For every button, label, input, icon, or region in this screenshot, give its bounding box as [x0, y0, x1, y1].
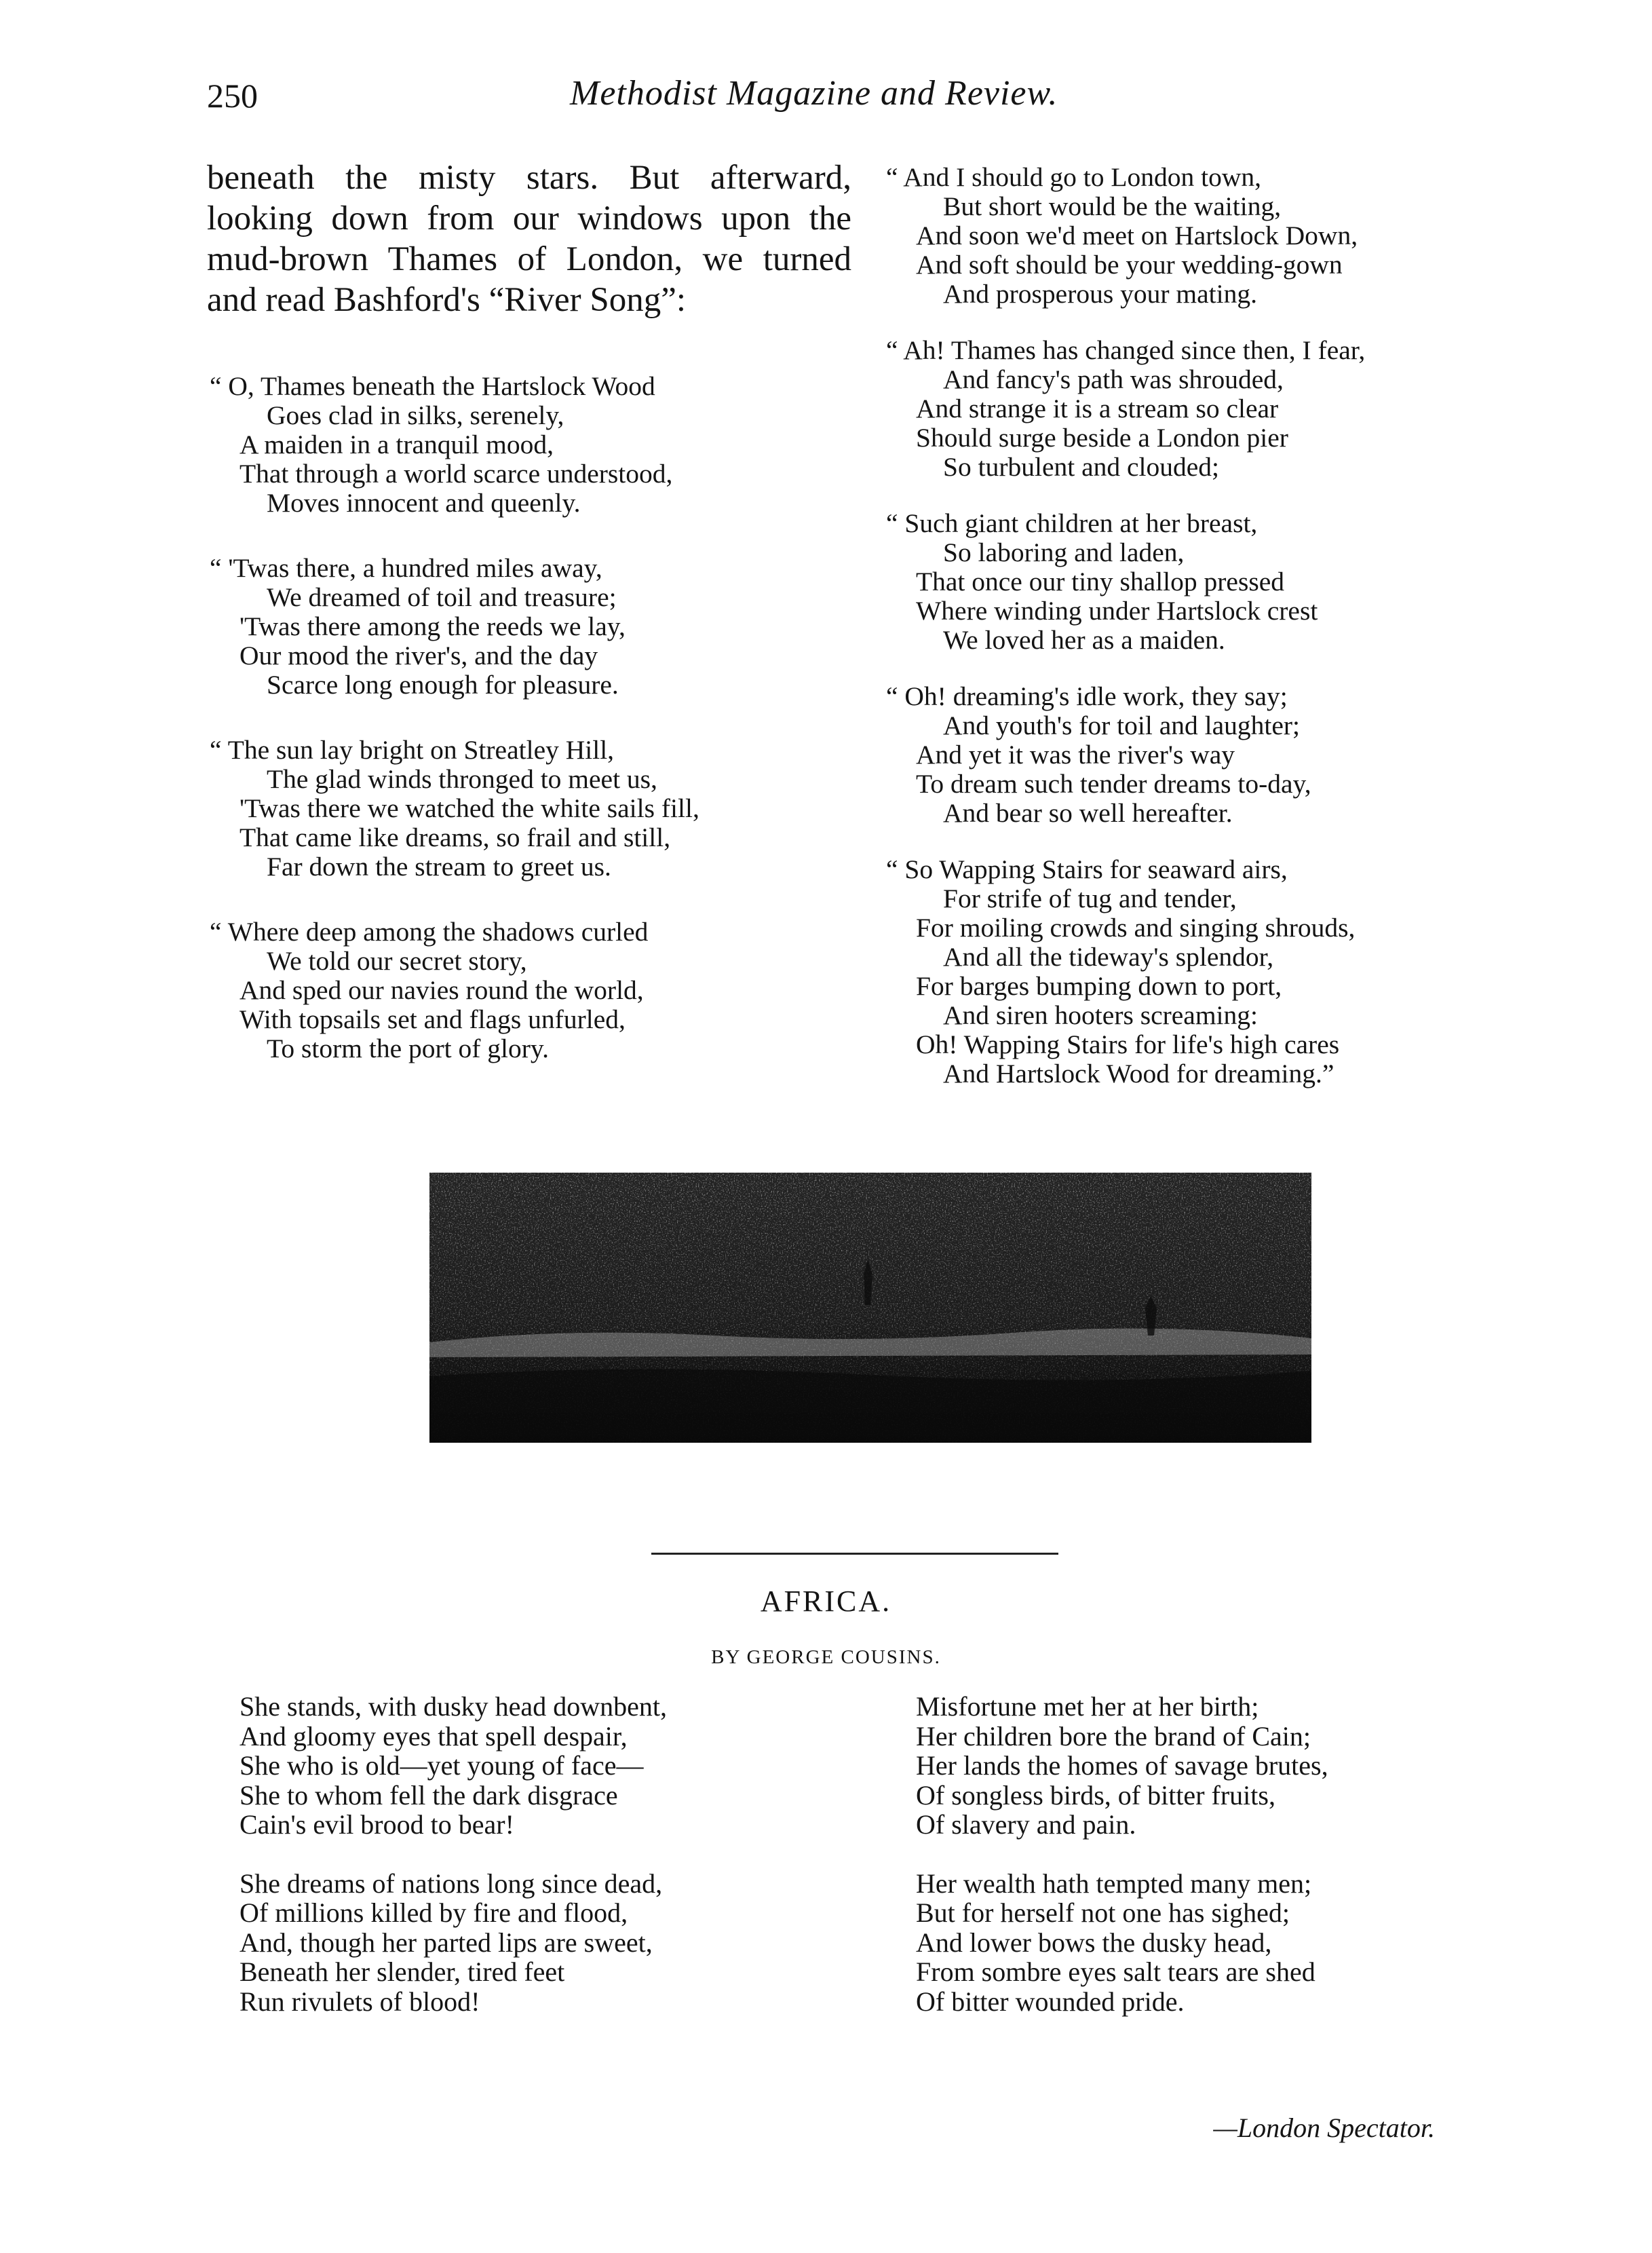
poem-line: So laboring and laden, [943, 537, 1185, 567]
poem-line: “ Where deep among the shadows curled [210, 917, 649, 947]
poem-line: Scarce long enough for pleasure. [267, 670, 619, 700]
poem-line: “ The sun lay bright on Streatley Hill, [210, 735, 615, 765]
poem-line: And, though her parted lips are sweet, [239, 1927, 653, 1958]
poem-line: And bear so well hereafter. [943, 798, 1233, 828]
poem-line: For strife of tug and tender, [943, 884, 1237, 913]
poem-line: Her children bore the brand of Cain; [916, 1720, 1311, 1752]
poem-line: Oh! Wapping Stairs for life's high cares [916, 1029, 1340, 1059]
river-song-left-column [210, 371, 864, 1063]
poem-line: A maiden in a tranquil mood, [239, 430, 554, 459]
poem-line: But short would be the waiting, [943, 191, 1282, 221]
poem-line: Run rivulets of blood! [239, 1986, 480, 2017]
poem-line: “ So Wapping Stairs for seaward airs, [886, 854, 1288, 884]
poem-line: And sped our navies round the world, [239, 975, 644, 1005]
poem-line: Moves innocent and queenly. [267, 488, 581, 518]
poem-line: “ Ah! Thames has changed since then, I fear, [886, 335, 1366, 365]
poem-line: Of slavery and pain. [916, 1809, 1136, 1840]
poem-line: “ O, Thames beneath the Hartslock Wood [210, 371, 655, 401]
poem-line: And youth's for toil and laughter; [943, 711, 1301, 740]
stanza [210, 917, 864, 1063]
stanza [210, 553, 864, 700]
stanza [210, 371, 864, 518]
poem-line: And Hartslock Wood for dreaming.” [943, 1059, 1334, 1088]
poem-line: And prosperous your mating. [943, 279, 1257, 309]
poem-line: Misfortune met her at her birth; [916, 1691, 1259, 1722]
poem-line: And siren hooters screaming: [943, 1000, 1259, 1030]
poem-line: And all the tideway's splendor, [943, 942, 1274, 972]
section-divider [651, 1553, 1058, 1555]
poem-line: And soft should be your wedding-gown [916, 250, 1343, 280]
poem-line: For moiling crowds and singing shrouds, [916, 913, 1356, 943]
article-title: AFRICA. [760, 1585, 892, 1618]
africa-right-column [916, 1692, 1621, 2016]
poem-line: And yet it was the river's way [916, 740, 1235, 770]
stanza [886, 854, 1621, 1088]
prose-text: beneath the misty stars. But afterward, looking down from our windows upon the mud-brown Thames of London, we turned and read Bashford's “River Song”: [207, 159, 851, 319]
stanza [239, 1692, 884, 1840]
engraving-image [429, 1173, 1311, 1443]
poem-line: Should surge beside a London pier [916, 423, 1288, 453]
poem-line: “ Such giant children at her breast, [886, 508, 1258, 538]
poem-line: For barges bumping down to port, [916, 971, 1282, 1001]
poem-line: 'Twas there among the reeds we lay, [239, 611, 626, 641]
poem-line: Where winding under Hartslock crest [916, 596, 1318, 626]
poem-line: To dream such tender dreams to-day, [916, 769, 1311, 799]
poem-line: She dreams of nations long since dead, [239, 1868, 663, 1899]
river-song-right-column [886, 162, 1621, 1088]
poem-line: Her lands the homes of savage brutes, [916, 1750, 1328, 1781]
poem-line: She stands, with dusky head downbent, [239, 1691, 667, 1722]
attribution: —London Spectator. [1213, 2113, 1435, 2143]
stanza [886, 681, 1621, 828]
poem-line: We loved her as a maiden. [943, 625, 1225, 655]
stanza [886, 335, 1621, 482]
poem-line: And lower bows the dusky head, [916, 1927, 1272, 1958]
poem-line: And soon we'd meet on Hartslock Down, [916, 221, 1358, 250]
poem-line: “ And I should go to London town, [886, 162, 1261, 192]
poem-line: She to whom fell the dark disgrace [239, 1779, 618, 1811]
stanza [210, 735, 864, 882]
poem-line: The glad winds thronged to meet us, [267, 764, 657, 794]
poem-line: But for herself not one has sighed; [916, 1897, 1290, 1928]
poem-line: Her wealth hath tempted many men; [916, 1868, 1312, 1899]
poem-line: That came like dreams, so frail and still, [239, 822, 671, 852]
poem-line: “ 'Twas there, a hundred miles away, [210, 553, 602, 583]
prose-paragraph [207, 157, 851, 320]
poem-line: And gloomy eyes that spell despair, [239, 1720, 628, 1752]
poem-line: We dreamed of toil and treasure; [267, 582, 617, 612]
poem-line: We told our secret story, [267, 946, 527, 976]
poem-line: Beneath her slender, tired feet [239, 1956, 565, 1987]
poem-line: She who is old—yet young of face— [239, 1750, 644, 1781]
poem-line: Of bitter wounded pride. [916, 1986, 1185, 2017]
poem-line: To storm the port of glory. [267, 1034, 549, 1063]
poem-line: Goes clad in silks, serenely, [267, 400, 564, 430]
poem-line: Far down the stream to greet us. [267, 852, 611, 882]
stanza [916, 1692, 1621, 1840]
poem-line: Cain's evil brood to bear! [239, 1809, 514, 1840]
running-head: Methodist Magazine and Review. [570, 74, 1058, 113]
africa-left-column [239, 1692, 884, 2016]
poem-line: 'Twas there we watched the white sails fill, [239, 793, 699, 823]
engraving-illustration [429, 1173, 1311, 1443]
poem-line: That through a world scarce understood, [239, 459, 673, 489]
poem-line: From sombre eyes salt tears are shed [916, 1956, 1315, 1987]
poem-line: Our mood the river's, and the day [239, 641, 598, 670]
stanza [886, 508, 1621, 655]
poem-line: That once our tiny shallop pressed [916, 567, 1284, 597]
stanza [239, 1869, 884, 2017]
poem-line: So turbulent and clouded; [943, 452, 1219, 482]
stanza [916, 1869, 1621, 2017]
stanza [886, 162, 1621, 309]
poem-line: And strange it is a stream so clear [916, 394, 1279, 423]
poem-line: With topsails set and flags unfurled, [239, 1004, 626, 1034]
poem-line: And fancy's path was shrouded, [943, 364, 1284, 394]
poem-line: “ Oh! dreaming's idle work, they say; [886, 681, 1288, 711]
byline: BY GEORGE COUSINS. [711, 1646, 941, 1668]
page-number: 250 [207, 77, 258, 115]
poem-line: Of millions killed by fire and flood, [239, 1897, 628, 1928]
poem-line: Of songless birds, of bitter fruits, [916, 1779, 1275, 1811]
